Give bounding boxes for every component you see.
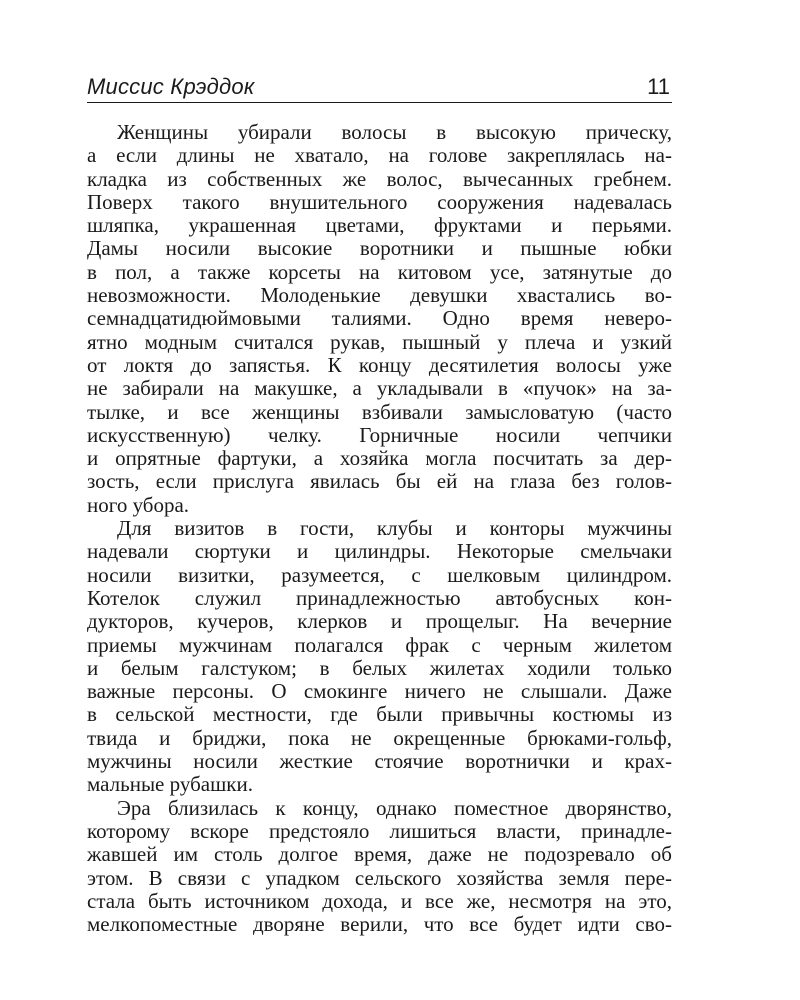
text-line: этом. В связи с упадком сельского хозяйства земля пере- xyxy=(87,865,672,890)
text-line: невозможности. Молоденькие девушки хвастались во- xyxy=(87,283,672,308)
body-text xyxy=(87,121,672,936)
text-line: Женщины убирали волосы в высокую прическу, xyxy=(117,120,672,144)
text-line: шляпка, украшенная цветами, фруктами и перьями. xyxy=(87,213,672,238)
header-rule xyxy=(87,102,672,103)
text-line: и белым галстуком; в белых жилетах ходили только xyxy=(87,655,672,680)
text-line: Для визитов в гости, клубы и конторы мужчины xyxy=(117,516,672,541)
text-line: твида и бриджи, пока не окрещенные брюками-гольф, xyxy=(87,725,672,750)
text-line: дукторов, кучеров, клерков и прощелыг. На вечерние xyxy=(87,609,672,634)
text-line: Котелок служил принадлежностью автобусных кон- xyxy=(87,585,672,610)
text-line: семнадцатидюймовыми талиями. Одно время неверо- xyxy=(87,306,672,331)
text-line: мужчины носили жесткие стоячие воротнички и крах- xyxy=(87,749,672,774)
text-line: в сельской местности, где были привычны костюмы из xyxy=(87,702,672,727)
text-line: надевали сюртуки и цилиндры. Некоторые смельчаки xyxy=(87,539,672,564)
text-line: искусственную) челку. Горничные носили чепчики xyxy=(87,422,672,447)
text-line: мальные рубашки. xyxy=(87,772,253,797)
text-line: приемы мужчинам полагался фрак с черным жилетом xyxy=(87,632,672,657)
text-line: которому вскоре предстояло лишиться власти, принадле- xyxy=(87,818,672,843)
text-line: ятно модным считался рукав, пышный у плеча и узкий xyxy=(87,329,672,354)
text-line: Поверх такого внушительного сооружения надевалась xyxy=(87,189,672,214)
text-line: Эра близилась к концу, однако поместное дворянство, xyxy=(117,795,672,820)
running-head xyxy=(87,72,672,102)
text-line: не забирали на макушке, а укладывали в «пучок» на за- xyxy=(87,376,672,401)
paragraph xyxy=(87,797,672,937)
text-line: от локтя до запястья. К концу десятилетия волосы уже xyxy=(87,352,672,377)
text-line: важные персоны. О смокинге ничего не слышали. Даже xyxy=(87,679,672,704)
text-line: кладка из собственных же волос, вычесанных гребнем. xyxy=(87,166,672,191)
paragraph xyxy=(87,121,672,517)
text-line: зость, если прислуга явилась бы ей на глаза без голов- xyxy=(87,469,672,494)
running-title: Миссис Крэддок xyxy=(87,74,255,99)
paragraph xyxy=(87,517,672,797)
text-line: ного убора. xyxy=(87,492,190,517)
text-line: тылке, и все женщины взбивали замысловатую (часто xyxy=(87,399,672,424)
text-line: а если длины не хватало, на голове закреплялась на- xyxy=(87,143,672,168)
page-number: 11 xyxy=(647,74,670,99)
text-line: жавшей им столь долгое время, даже не подозревало об xyxy=(87,842,672,867)
text-line: носили визитки, разумеется, с шелковым цилиндром. xyxy=(87,562,672,587)
text-line: и опрятные фартуки, а хозяйка могла посчитать за дер- xyxy=(87,446,672,471)
text-line: мелкопоместные дворяне верили, что все будет идти сво- xyxy=(87,912,672,937)
text-line: Дамы носили высокие воротники и пышные юбки xyxy=(87,236,672,261)
text-line: стала быть источником дохода, и все же, несмотря на это, xyxy=(87,888,672,913)
text-line: в пол, а также корсеты на китовом усе, затянутые до xyxy=(87,259,672,284)
